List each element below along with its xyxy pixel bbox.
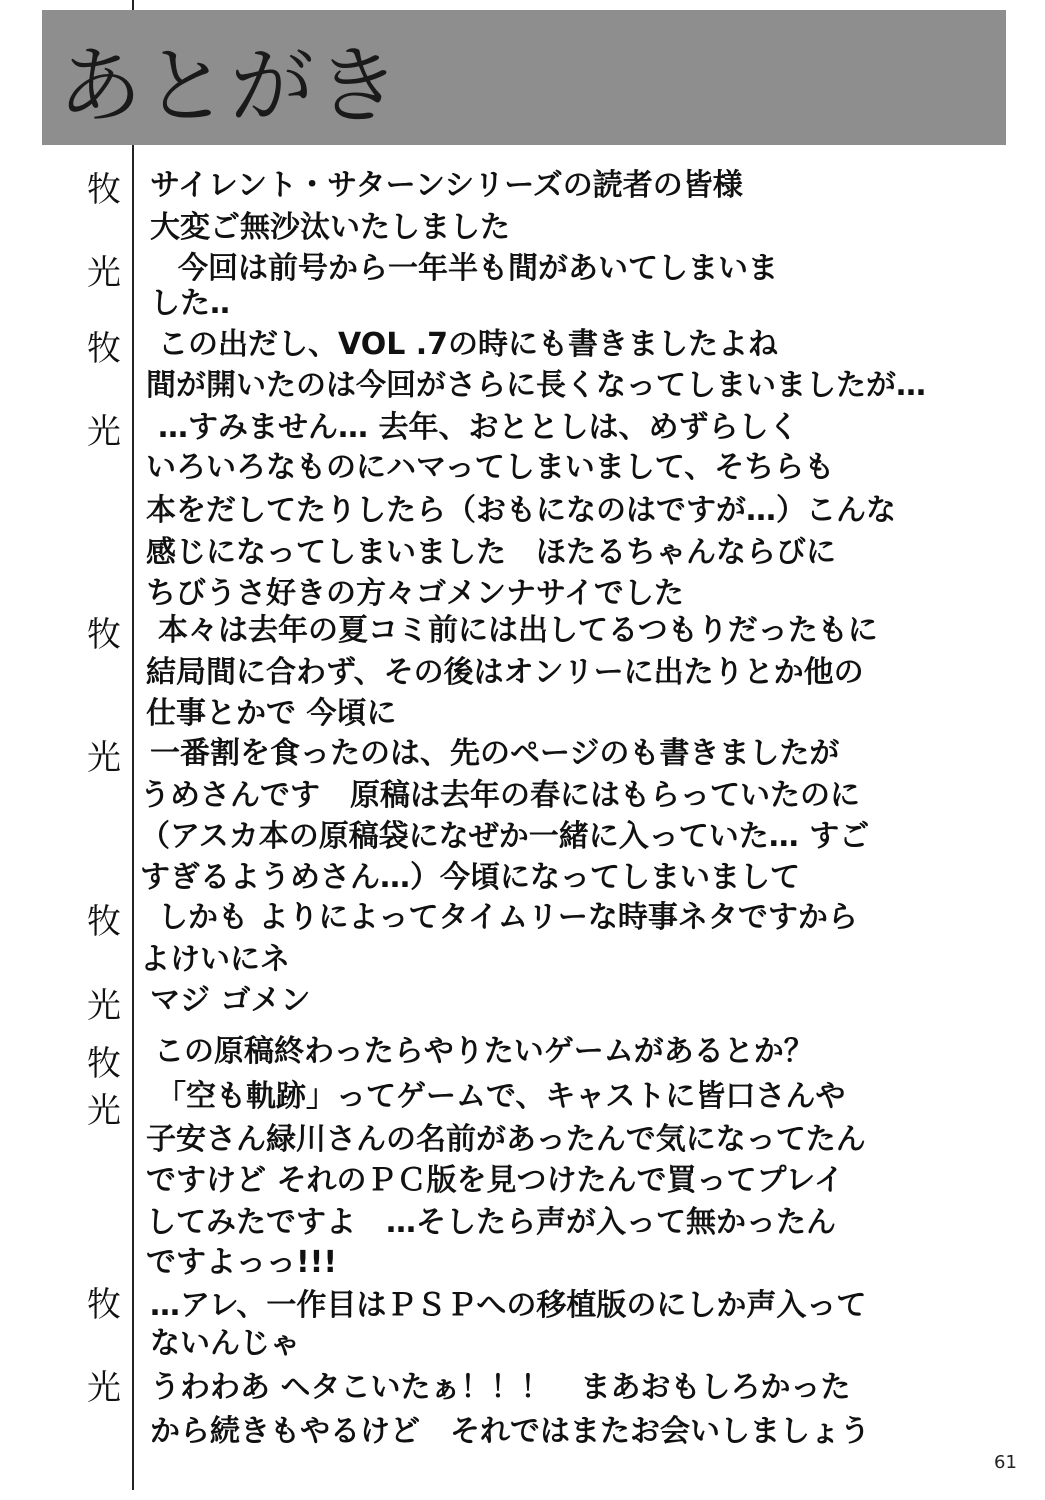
text-line: …アレ、一作目はＰＳＰへの移植版のにしか声入って bbox=[150, 1288, 867, 1323]
text-line: 子安さん緑川さんの名前があったんで気になってたん bbox=[146, 1122, 866, 1157]
text-line: この出だし、VOL .7の時にも書きましたよね bbox=[158, 327, 779, 362]
speaker-hikari: 光 bbox=[87, 412, 121, 452]
text-line: してみたですよ …そしたら声が入って無かったん bbox=[146, 1205, 836, 1240]
text-line: 「空も軌跡」ってゲームで、キャストに皆口さんや bbox=[156, 1079, 846, 1114]
text-line: 間が開いたのは今回がさらに長くなってしまいましたが… bbox=[146, 368, 926, 403]
text-line: 感じになってしまいました ほたるちゃんならびに bbox=[146, 535, 836, 570]
speaker-maki: 牧 bbox=[87, 170, 121, 210]
text-line: ですよっっ!!! bbox=[146, 1245, 338, 1280]
text-line: 本々は去年の夏コミ前には出してるつもりだったもに bbox=[158, 613, 878, 648]
text-line: 本をだしてたりしたら（おもになのはですが…）こんな bbox=[146, 493, 896, 528]
speaker-hikari: 光 bbox=[87, 1091, 121, 1131]
text-line: …すみません… 去年、おととしは、めずらしく bbox=[158, 410, 799, 445]
speaker-hikari: 光 bbox=[87, 1368, 121, 1408]
page-number: 61 bbox=[994, 1452, 1017, 1473]
speaker-hikari: 光 bbox=[87, 738, 121, 778]
speaker-maki: 牧 bbox=[87, 1044, 121, 1084]
text-line: ですけど それのＰＣ版を見つけたんで買ってプレイ bbox=[146, 1163, 844, 1198]
speaker-hikari: 光 bbox=[87, 986, 121, 1026]
text-line: この原稿終わったらやりたいゲームがあるとか？ bbox=[154, 1034, 814, 1069]
text-line: 一番割を食ったのは、先のページのも書きましたが bbox=[150, 736, 840, 771]
text-line: 結局間に合わず、その後はオンリーに出たりとか他の bbox=[146, 655, 864, 690]
speaker-maki: 牧 bbox=[87, 615, 121, 655]
text-line: マジ ゴメン bbox=[150, 983, 311, 1018]
text-line: （アスカ本の原稿袋になぜか一緒に入っていた… すご bbox=[140, 819, 870, 854]
text-line: 今回は前号から一年半も間があいてしまいま bbox=[178, 251, 778, 286]
speaker-hikari: 光 bbox=[87, 253, 121, 293]
text-line: ちびうさ好きの方々ゴメンナサイでした bbox=[146, 576, 684, 611]
text-line: した‥ bbox=[150, 286, 231, 321]
margin-rule bbox=[132, 0, 134, 1490]
text-line: うわわあ ヘタこいたぁ！！！ まあおもしろかった bbox=[150, 1370, 851, 1405]
speaker-maki: 牧 bbox=[87, 902, 121, 942]
text-line: よけいにネ bbox=[140, 942, 290, 977]
text-line: ないんじゃ bbox=[150, 1326, 300, 1361]
text-line: すぎるようめさん…）今頃になってしまいまして bbox=[140, 860, 800, 895]
speaker-maki: 牧 bbox=[87, 329, 121, 369]
speaker-maki: 牧 bbox=[87, 1285, 121, 1325]
text-line: 仕事とかで 今頃に bbox=[146, 696, 397, 731]
page-title: あとがき bbox=[58, 37, 403, 135]
text-line: いろいろなものにハマってしまいまして、そちらも bbox=[146, 450, 835, 485]
text-line: しかも よりによってタイムリーな時事ネタですから bbox=[158, 900, 858, 935]
text-line: から続きもやるけど それではまたお会いしましょう bbox=[150, 1414, 870, 1449]
text-line: うめさんです 原稿は去年の春にはもらっていたのに bbox=[140, 778, 860, 813]
text-line: サイレント・サターンシリーズの読者の皆様 bbox=[150, 168, 743, 203]
text-line: 大変ご無沙汰いたしました bbox=[150, 210, 510, 245]
